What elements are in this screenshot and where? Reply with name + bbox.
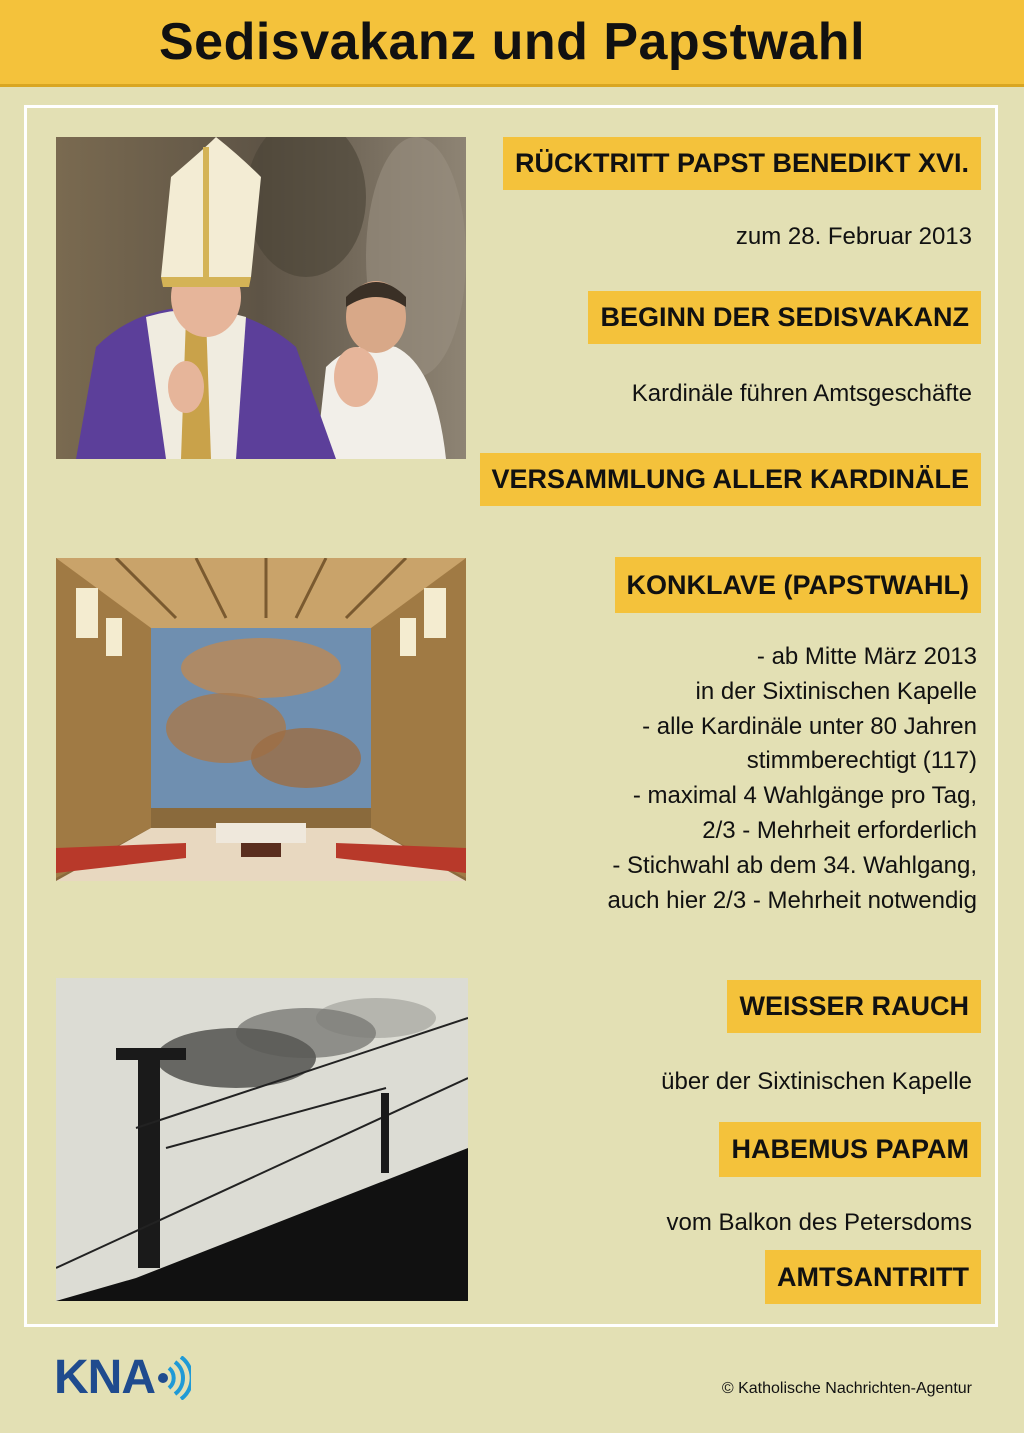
conclave-line: - ab Mitte März 2013 <box>756 643 977 670</box>
heading-resignation: RÜCKTRITT PAPST BENEDIKT XVI. <box>503 137 981 190</box>
smoke-text: über der Sixtinischen Kapelle <box>661 1068 972 1095</box>
title-bar <box>0 0 1024 87</box>
broadcast-icon <box>157 1356 191 1400</box>
conclave-line: - Stichwahl ab dem 34. Wahlgang, <box>612 851 977 879</box>
habemus-text: vom Balkon des Petersdoms <box>666 1209 972 1236</box>
conclave-line: in der Sixtinischen Kapelle <box>695 677 977 705</box>
resignation-date: zum 28. Februar 2013 <box>735 223 972 250</box>
conclave-line: 2/3 - Mehrheit erforderlich <box>702 816 977 844</box>
conclave-line: - maximal 4 Wahlgänge pro Tag, <box>632 782 977 810</box>
heading-habemus-papam: HABEMUS PAPAM <box>719 1122 981 1177</box>
heading-conclave: KONKLAVE (PAPSTWAHL) <box>615 557 981 613</box>
logo-text: KNA <box>54 1351 155 1404</box>
sistine-chapel-photo <box>56 558 466 881</box>
conclave-line: auch hier 2/3 - Mehrheit notwendig <box>607 886 977 914</box>
conclave-line: - alle Kardinäle unter 80 Jahren <box>642 712 977 740</box>
heading-white-smoke: WEISSER RAUCH <box>727 980 981 1033</box>
heading-assembly: VERSAMMLUNG ALLER KARDINÄLE <box>480 453 981 506</box>
chimney-smoke-photo <box>56 978 468 1301</box>
copyright: © Katholische Nachrichten-Agentur <box>721 1380 972 1397</box>
conclave-details <box>607 640 977 918</box>
sedisvacancy-text: Kardinäle führen Amtsgeschäfte <box>631 380 972 407</box>
heading-sedisvacancy: BEGINN DER SEDISVAKANZ <box>588 291 981 344</box>
kna-logo <box>54 1353 191 1403</box>
page-title: Sedisvakanz und Papstwahl <box>158 13 866 71</box>
conclave-line: stimmberechtigt (117) <box>746 747 977 775</box>
heading-inauguration: AMTSANTRITT <box>765 1250 981 1304</box>
pope-photo <box>56 137 466 459</box>
